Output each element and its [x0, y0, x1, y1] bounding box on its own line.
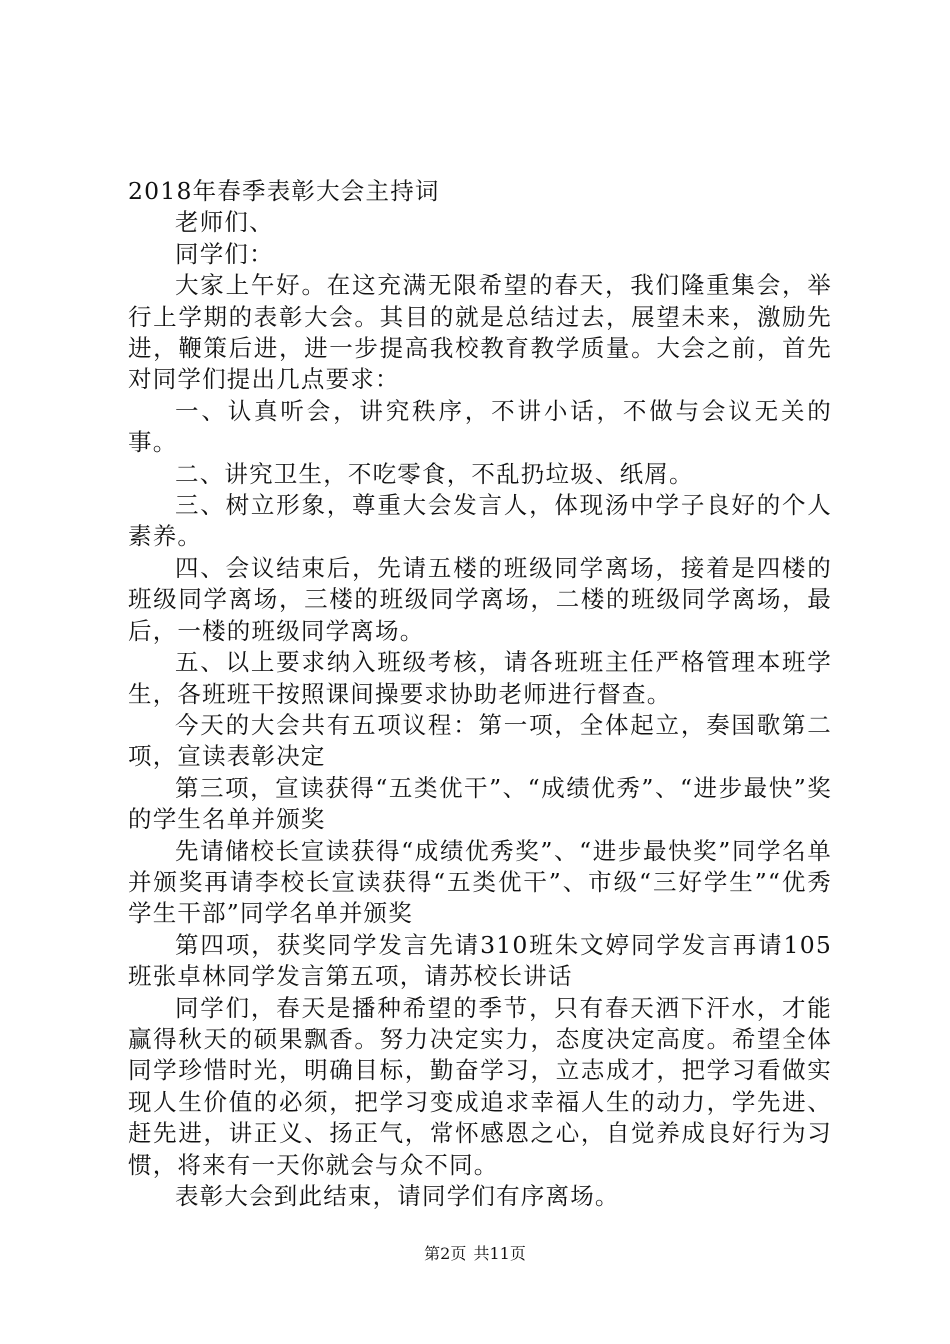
- page-footer: [0, 1244, 950, 1264]
- closing-remarks: 同学们，春天是播种希望的季节，只有春天洒下汗水，才能赢得秋天的硕果飘香。努力决定实力，态度决定高度。希望全体同学珍惜时光，明确目标，勤奋学习，立志成才，把学习看做实现人生价值的必须，把学习变成追求幸福人生的动力，学先进、赶先进，讲正义、扬正气，常怀感恩之心，自觉养成良好行为习惯，将来有一天你就会与众不同。: [128, 993, 832, 1179]
- requirement-3: 三、树立形象，尊重大会发言人，体现汤中学子良好的个人素养。: [128, 491, 832, 551]
- opening-paragraph: 大家上午好。在这充满无限希望的春天，我们隆重集会，举行上学期的表彰大会。其目的就是总结过去，展望未来，激励先进，鞭策后进，进一步提高我校教育教学质量。大会之前，首先对同学们提出几点要求：: [128, 271, 832, 394]
- salutation-students: 同学们：: [175, 239, 274, 268]
- page-number: 第2页: [424, 1244, 467, 1263]
- agenda-item-4-5: 第四项，获奖同学发言先请310班朱文婷同学发言再请105班张卓林同学发言第五项，请苏校长讲话: [128, 930, 832, 991]
- document-body: [128, 176, 832, 1212]
- award-presentation: 先请储校长宣读获得“成绩优秀奖”、“进步最快奖”同学名单并颁奖再请李校长宣读获得“五类优干”、市级“三好学生”“优秀学生干部”同学名单并颁奖: [128, 836, 832, 928]
- agenda-paragraph: 今天的大会共有五项议程：第一项，全体起立，奏国歌第二项，宣读表彰决定: [128, 710, 832, 771]
- agenda-item-3: 第三项，宣读获得“五类优干”、“成绩优秀”、“进步最快”奖的学生名单并颁奖: [128, 773, 832, 834]
- salutation-teachers: 老师们、: [175, 208, 274, 237]
- requirement-2: 二、讲究卫生，不吃零食，不乱扔垃圾、纸屑。: [175, 459, 694, 488]
- page-total: 共11页: [473, 1244, 526, 1263]
- requirement-1: 一、认真听会，讲究秩序，不讲小话，不做与会议无关的事。: [128, 396, 832, 457]
- requirement-4: 四、会议结束后，先请五楼的班级同学离场，接着是四楼的班级同学离场，三楼的班级同学离场，二楼的班级同学离场，最后，一楼的班级同学离场。: [128, 553, 832, 645]
- document-title: 2018年春季表彰大会主持词: [128, 177, 440, 205]
- meeting-end: 表彰大会到此结束，请同学们有序离场。: [175, 1182, 620, 1210]
- requirement-5: 五、以上要求纳入班级考核，请各班班主任严格管理本班学生，各班班干按照课间操要求协助老师进行督查。: [128, 648, 832, 708]
